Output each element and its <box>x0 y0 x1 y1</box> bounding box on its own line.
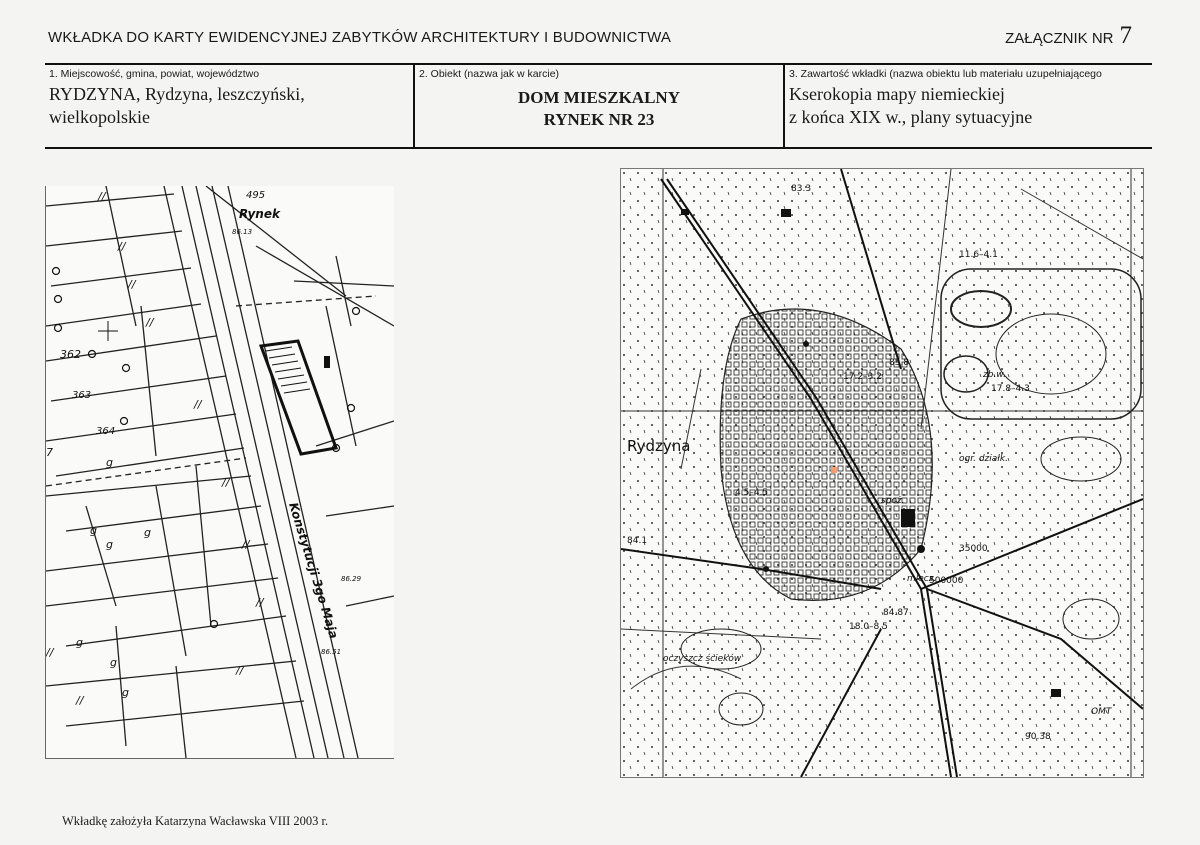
footer-note: Wkładkę założyła Katarzyna Wacławska VIII 2003 r. <box>62 814 329 828</box>
object-line2: RYNEK NR 23 <box>543 110 655 129</box>
annex-number: 7 <box>1119 22 1132 49</box>
svg-text://: // <box>98 190 106 203</box>
parcel-495-label: 495 <box>246 190 266 201</box>
location-line1: RYDZYNA, Rydzyna, leszczyński, <box>49 84 305 104</box>
elevation-85-8: 85.8 <box>889 358 910 368</box>
dairy-label: mlecz. <box>907 574 937 584</box>
cadastral-map <box>45 186 394 759</box>
location-label: 1. Miejscowość, gmina, powiat, województwo <box>49 68 260 80</box>
svg-text:g: g <box>90 524 97 537</box>
info-table <box>45 63 1152 149</box>
contents-line1: Kserokopia mapy niemieckiej <box>789 84 1005 104</box>
shop-label: spoż. <box>881 496 905 506</box>
street-label: Konstytucji 3go Maja <box>286 500 341 641</box>
location-cell <box>45 65 415 147</box>
rynek-label: Rynek <box>239 207 280 221</box>
svg-text://: // <box>242 538 250 551</box>
town-label: Rydzyna <box>627 437 691 455</box>
elevation-label-1: 86.13 <box>232 228 253 236</box>
allotments-label: ogr. działk. <box>959 454 1008 464</box>
object-line1: DOM MIESZKALNY <box>518 88 680 107</box>
elevation-90-38: 90.38 <box>1025 732 1051 742</box>
elevation-label-2: 86.29 <box>341 575 362 583</box>
reservoir-label: zb.w. <box>983 370 1006 380</box>
contents-line2: z końca XIX w., plany sytuacyjne <box>789 107 1033 127</box>
object-label: 2. Obiekt (nazwa jak w karcie) <box>419 68 560 80</box>
contents-cell <box>785 65 1152 147</box>
svg-text://: // <box>76 694 84 707</box>
annex-label <box>1005 22 1132 50</box>
parcel-364-label: 364 <box>96 426 116 437</box>
svg-text://: // <box>194 398 202 411</box>
svg-text:g: g <box>106 456 113 469</box>
road-spec-17-8: 17.8–4.3 <box>991 384 1030 394</box>
svg-text://: // <box>146 316 154 329</box>
road-spec-18-0: 18.0–8.5 <box>849 622 888 632</box>
elevation-84-87: 84.87 <box>883 608 909 618</box>
svg-text://: // <box>128 278 136 291</box>
topographic-map <box>620 168 1144 778</box>
road-spec-4-5: 4.5–4.5 <box>735 488 769 498</box>
svg-text:g: g <box>144 526 151 539</box>
svg-text:g: g <box>110 656 117 669</box>
svg-text://: // <box>118 240 126 253</box>
road-spec-17-2: 17.2–3.2 <box>843 372 882 382</box>
contents-value <box>789 83 1032 129</box>
svg-text://: // <box>222 476 230 489</box>
location-line2: wielkopolskie <box>49 107 150 127</box>
document-title: WKŁADKA DO KARTY EWIDENCYJNEJ ZABYTKÓW ARCHITEKTURY I BUDOWNICTWA <box>48 29 672 46</box>
object-value <box>415 87 783 131</box>
elevation-83-3: 83.3 <box>791 184 812 194</box>
annex-label-text: ZAŁĄCZNIK NR <box>1005 30 1114 47</box>
contents-label: 3. Zawartość wkładki (nazwa obiektu lub materiału uzupełniającego <box>789 68 1102 80</box>
location-value <box>49 83 305 129</box>
svg-text:7: 7 <box>46 446 53 459</box>
parcel-363-label: 363 <box>72 390 92 401</box>
svg-text:g: g <box>76 636 83 649</box>
svg-text://: // <box>46 646 54 659</box>
bridge-capacity-35000: 35000 <box>959 544 988 554</box>
svg-text://: // <box>256 596 264 609</box>
svg-text://: // <box>236 664 244 677</box>
elevation-84-1: 84.1 <box>627 536 648 546</box>
road-spec-11-6: 11.6–4.1 <box>959 250 998 260</box>
omt-label: OMT <box>1091 707 1112 717</box>
svg-text:g: g <box>122 686 129 699</box>
object-cell <box>415 65 785 147</box>
sewage-label: oczyszcz ścieków <box>663 654 742 664</box>
bridge-capacity-500000: 500000 <box>929 576 964 586</box>
svg-text:g: g <box>106 538 113 551</box>
elevation-label-3: 86.51 <box>321 648 342 656</box>
parcel-362-label: 362 <box>60 348 81 361</box>
